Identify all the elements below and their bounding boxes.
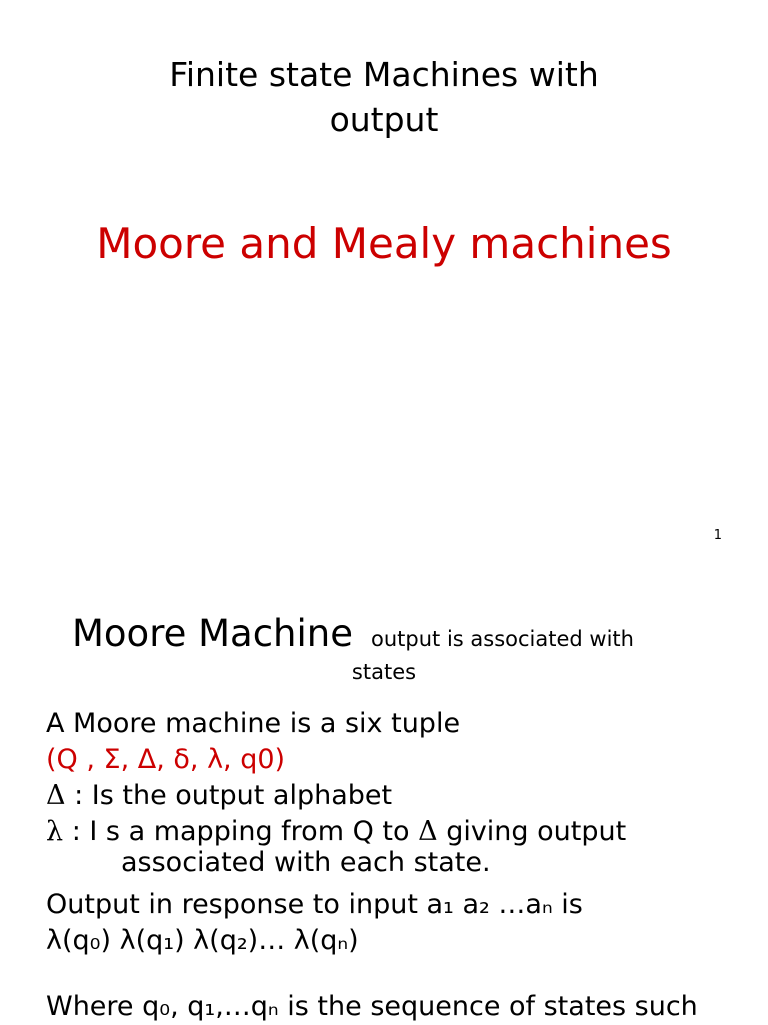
lambda-text-2: giving output [437,816,627,847]
output-line: Output in response to input a₁ a₂ …aₙ is [46,889,583,920]
lambda-delta-symbol: Δ [418,816,438,847]
delta-text: : Is the output alphabet [65,780,393,811]
lambda-continuation: associated with each state. [121,847,491,878]
moore-heading-note: output is associated with [371,627,634,651]
lambda-sequence: λ(q₀) λ(q₁) λ(q₂)… λ(qₙ) [46,925,359,956]
page-number: 1 [713,528,722,543]
slide-title [0,52,768,142]
moore-heading-title: Moore Machine [72,612,354,655]
title-line-2: output [329,100,439,139]
tuple-line: (Q , Σ, Δ, δ, λ, q0) [46,744,286,775]
lambda-symbol: λ [46,816,64,847]
delta-line [46,778,746,814]
slide-subtitle: Moore and Mealy machines [96,219,672,268]
lambda-line [46,814,746,850]
definition-line: A Moore machine is a six tuple [46,708,461,739]
moore-heading-note-cont: states [351,660,417,684]
moore-heading [72,612,712,661]
slide-2 [0,570,768,1024]
lambda-text: : I s a mapping from Q to [63,816,419,847]
title-line-1: Finite state Machines with [169,55,599,94]
delta-symbol: Δ [46,780,66,811]
where-line: Where q₀, q₁,…qₙ is the sequence of states such [46,991,698,1022]
moore-definition [46,706,746,1025]
